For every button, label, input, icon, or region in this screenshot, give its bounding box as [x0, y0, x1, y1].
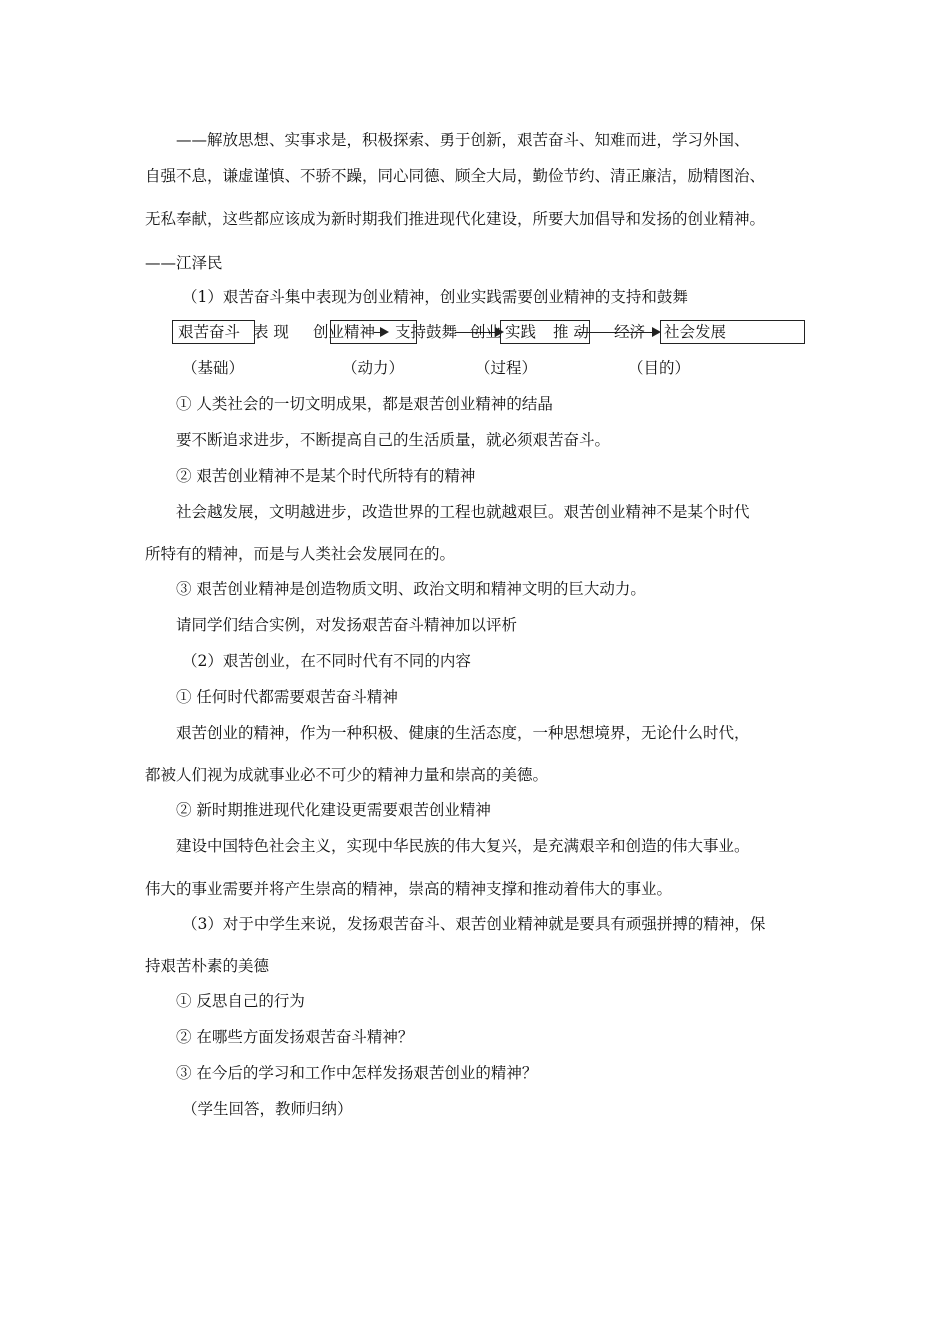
discussion-prompt: 请同学们结合实例，对发扬艰苦奋斗精神加以评析	[176, 616, 518, 634]
point-1: ① 人类社会的一切文明成果，都是艰苦创业精神的结晶	[176, 395, 553, 413]
point-1-text: 要不断追求进步，不断提高自己的生活质量，就必须艰苦奋斗。	[176, 431, 611, 449]
section-2-point-2-text-1: 建设中国特色社会主义，实现中华民族的伟大复兴，是充满艰辛和创造的伟大事业。	[176, 837, 750, 855]
section-2-point-1-text-1: 艰苦创业的精神，作为一种积极、健康的生活态度，一种思想境界，无论什么时代，	[176, 724, 750, 742]
flow-link-push: 推 动	[553, 323, 589, 341]
point-2-text-2: 所特有的精神，而是与人类社会发展同在的。	[145, 545, 456, 563]
quote-line-3: 无私奉献，这些都应该成为新时期我们推进现代化建设，所要大加倡导和发扬的创业精神。	[145, 210, 766, 228]
flow-label-process: （过程）	[475, 359, 538, 377]
section-2-point-2: ② 新时期推进现代化建设更需要艰苦创业精神	[176, 801, 491, 819]
quote-attribution: ——江泽民	[145, 254, 223, 272]
quote-line-2: 自强不息，谦虚谨慎、不骄不躁，同心同德、顾全大局，勤俭节约、清正廉洁，励精图治、	[145, 167, 766, 185]
section-2-point-1-text-2: 都被人们视为成就事业必不可少的精神力量和崇高的美德。	[145, 766, 549, 784]
point-3: ③ 艰苦创业精神是创造物质文明、政治文明和精神文明的巨大动力。	[176, 580, 646, 598]
arrow-right-icon	[380, 327, 389, 337]
flow-box-development-label: 社会发展	[664, 323, 727, 341]
flow-link-venture: 创业	[470, 323, 502, 341]
flow-link-economy: 经济	[614, 323, 646, 341]
section-3-point-2: ② 在哪些方面发扬艰苦奋斗精神？	[176, 1028, 414, 1046]
flow-box-foundation-label: 艰苦奋斗	[178, 323, 241, 341]
flow-link-express: 表 现	[253, 323, 289, 341]
flow-label-goal: （目的）	[628, 359, 691, 377]
section-1-title: （1）艰苦奋斗集中表现为创业精神，创业实践需要创业精神的支持和鼓舞	[182, 288, 688, 306]
section-3-title-1: （3）对于中学生来说，发扬艰苦奋斗、艰苦创业精神就是要具有顽强拼搏的精神，保	[182, 915, 766, 933]
section-3-point-3: ③ 在今后的学习和工作中怎样发扬艰苦创业的精神？	[176, 1064, 538, 1082]
point-2-text-1: 社会越发展，文明越进步，改造世界的工程也就越艰巨。艰苦创业精神不是某个时代	[176, 503, 750, 521]
flow-label-power: （动力）	[342, 359, 405, 377]
section-2-title: （2）艰苦创业，在不同时代有不同的内容	[182, 652, 471, 670]
flow-label-foundation: （基础）	[182, 359, 245, 377]
section-3-note: （学生回答，教师归纳）	[182, 1100, 353, 1118]
section-2-point-1: ① 任何时代都需要艰苦奋斗精神	[176, 688, 398, 706]
point-2: ② 艰苦创业精神不是某个时代所特有的精神	[176, 467, 476, 485]
section-3-point-1: ① 反思自己的行为	[176, 992, 305, 1010]
section-2-point-2-text-2: 伟大的事业需要并将产生崇高的精神，崇高的精神支撑和推动着伟大的事业。	[145, 880, 673, 898]
quote-line-1: ——解放思想、实事求是，积极探索、勇于创新，艰苦奋斗、知难而进，学习外国、	[176, 131, 750, 149]
flow-box-spirit-label: 创业精神	[313, 323, 376, 341]
flow-box-practice-label: 实践	[505, 323, 537, 341]
flow-link-support: 支持鼓舞	[395, 323, 458, 341]
section-3-title-2: 持艰苦朴素的美德	[145, 957, 270, 975]
